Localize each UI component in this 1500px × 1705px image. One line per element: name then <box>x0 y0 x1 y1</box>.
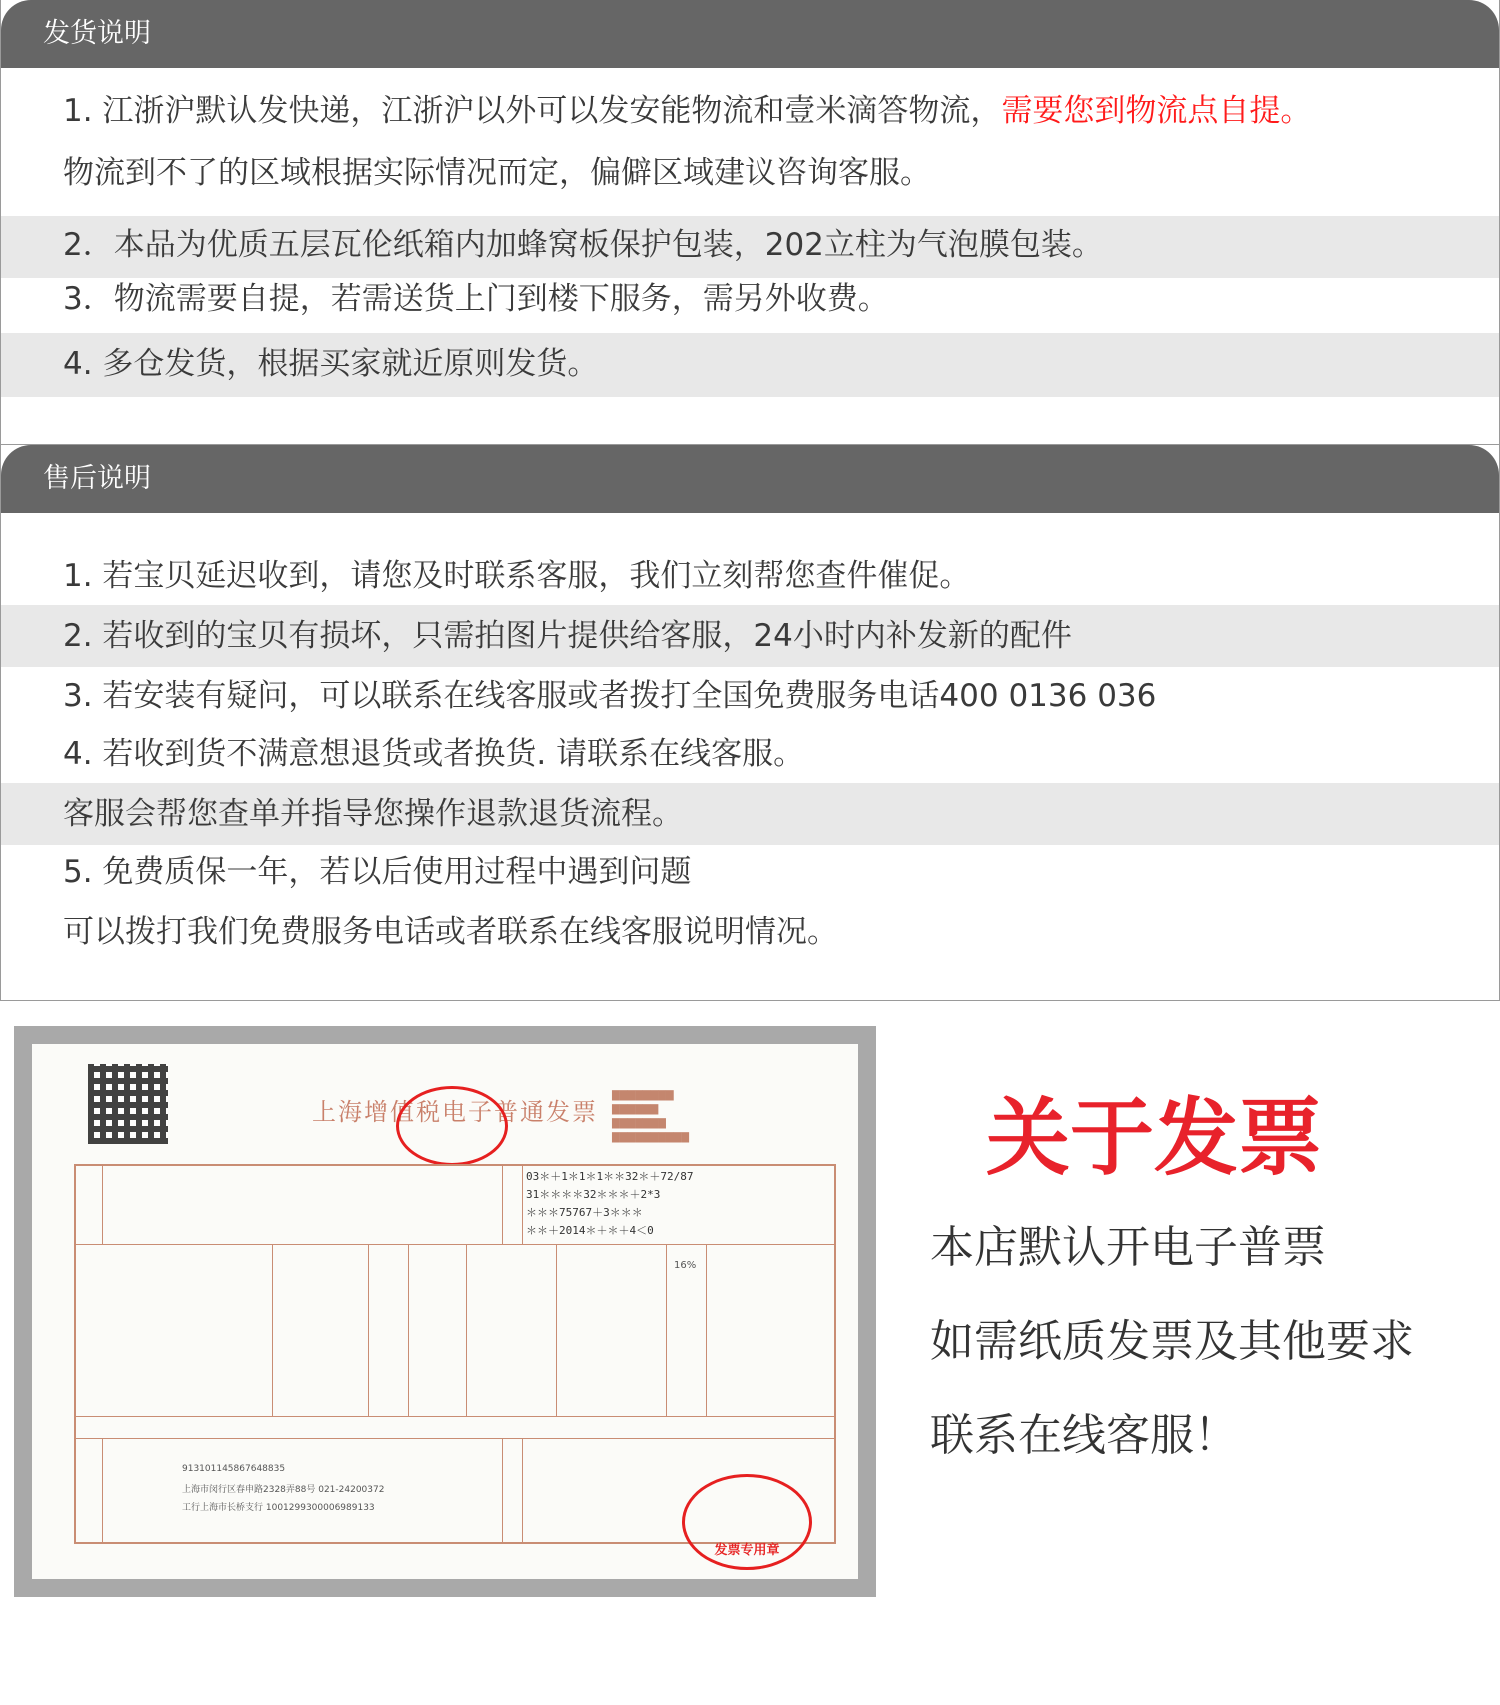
invoice-tax-id: 913101145867648835 <box>182 1464 286 1474</box>
shipping-line-1-highlight: 需要您到物流点自提。 <box>1001 93 1312 129</box>
invoice-address: 上海市闵行区春申路2328弄88号 021-24200372 <box>182 1485 385 1495</box>
aftersale-line-3: 3. 若安装有疑问，可以联系在线客服或者拨打全国免费服务电话400 0136 036 <box>63 678 1157 714</box>
aftersale-line-2: 2. 若收到的宝贝有损坏，只需拍图片提供给客服，24小时内补发新的配件 <box>1 605 1499 667</box>
aftersale-line-4-cont: 客服会帮您查单并指导您操作退款退货流程。 <box>1 783 1499 845</box>
invoice-info-heading: 关于发票 <box>986 1088 1323 1187</box>
invoice-code-block: 03＊＋1＊1＊1＊＊32＊＋72/87 31＊＊＊＊32＊＊＊＋2*3 ＊＊＊75767＋3＊＊＊ ＊＊＋2014＊＋＊＋4＜0 <box>526 1170 694 1237</box>
shipping-header: 发货说明 <box>1 0 1499 68</box>
invoice-tax-rate: 16% <box>674 1260 697 1271</box>
invoice-meta: ▇▇▇▇▇▇▇▇ ▇▇▇▇▇▇ ▇▇▇▇▇▇▇ ▇▇▇▇▇▇▇▇▇▇ <box>612 1090 689 1143</box>
invoice-sample <box>32 1044 858 1579</box>
invoice-info-line-1: 本店默认开电子普票 <box>930 1222 1326 1273</box>
invoice-bank: 工行上海市长桥支行 1001299300006989133 <box>182 1503 375 1513</box>
invoice-info-line-3: 联系在线客服！ <box>930 1410 1238 1461</box>
shipping-line-1-cont: 物流到不了的区域根据实际情况而定，偏僻区域建议咨询客服。 <box>63 155 931 191</box>
invoice-title: 上海增值税电子普通发票 <box>312 1098 598 1126</box>
invoice-seal-text: 发票专用章 <box>714 1543 780 1558</box>
invoice-info-line-2: 如需纸质发票及其他要求 <box>930 1316 1414 1367</box>
aftersale-line-4: 4. 若收到货不满意想退货或者换货. 请联系在线客服。 <box>63 736 805 772</box>
invoice-seal-icon <box>682 1474 812 1570</box>
aftersale-line-5: 5. 免费质保一年，若以后使用过程中遇到问题 <box>63 854 692 890</box>
aftersale-panel <box>0 444 1500 1001</box>
aftersale-header: 售后说明 <box>1 445 1499 513</box>
tax-stamp-icon <box>396 1086 508 1166</box>
shipping-line-3: 3．物流需要自提，若需送货上门到楼下服务，需另外收费。 <box>63 281 889 317</box>
shipping-line-4: 4. 多仓发货，根据买家就近原则发货。 <box>1 333 1499 397</box>
shipping-panel <box>0 0 1500 460</box>
shipping-line-1-text: 1. 江浙沪默认发快递，江浙沪以外可以发安能物流和壹米滴答物流， <box>63 93 1002 129</box>
qr-code-icon <box>88 1064 168 1144</box>
invoice-info <box>930 1088 1490 1461</box>
aftersale-line-5-cont: 可以拨打我们免费服务电话或者联系在线客服说明情况。 <box>63 914 838 950</box>
shipping-line-2: 2．本品为优质五层瓦伦纸箱内加蜂窝板保护包装，202立柱为气泡膜包装。 <box>1 216 1499 278</box>
invoice-sample-frame <box>14 1026 876 1597</box>
aftersale-line-1: 1. 若宝贝延迟收到，请您及时联系客服，我们立刻帮您查件催促。 <box>63 558 971 594</box>
shipping-line-1 <box>1 93 1499 136</box>
